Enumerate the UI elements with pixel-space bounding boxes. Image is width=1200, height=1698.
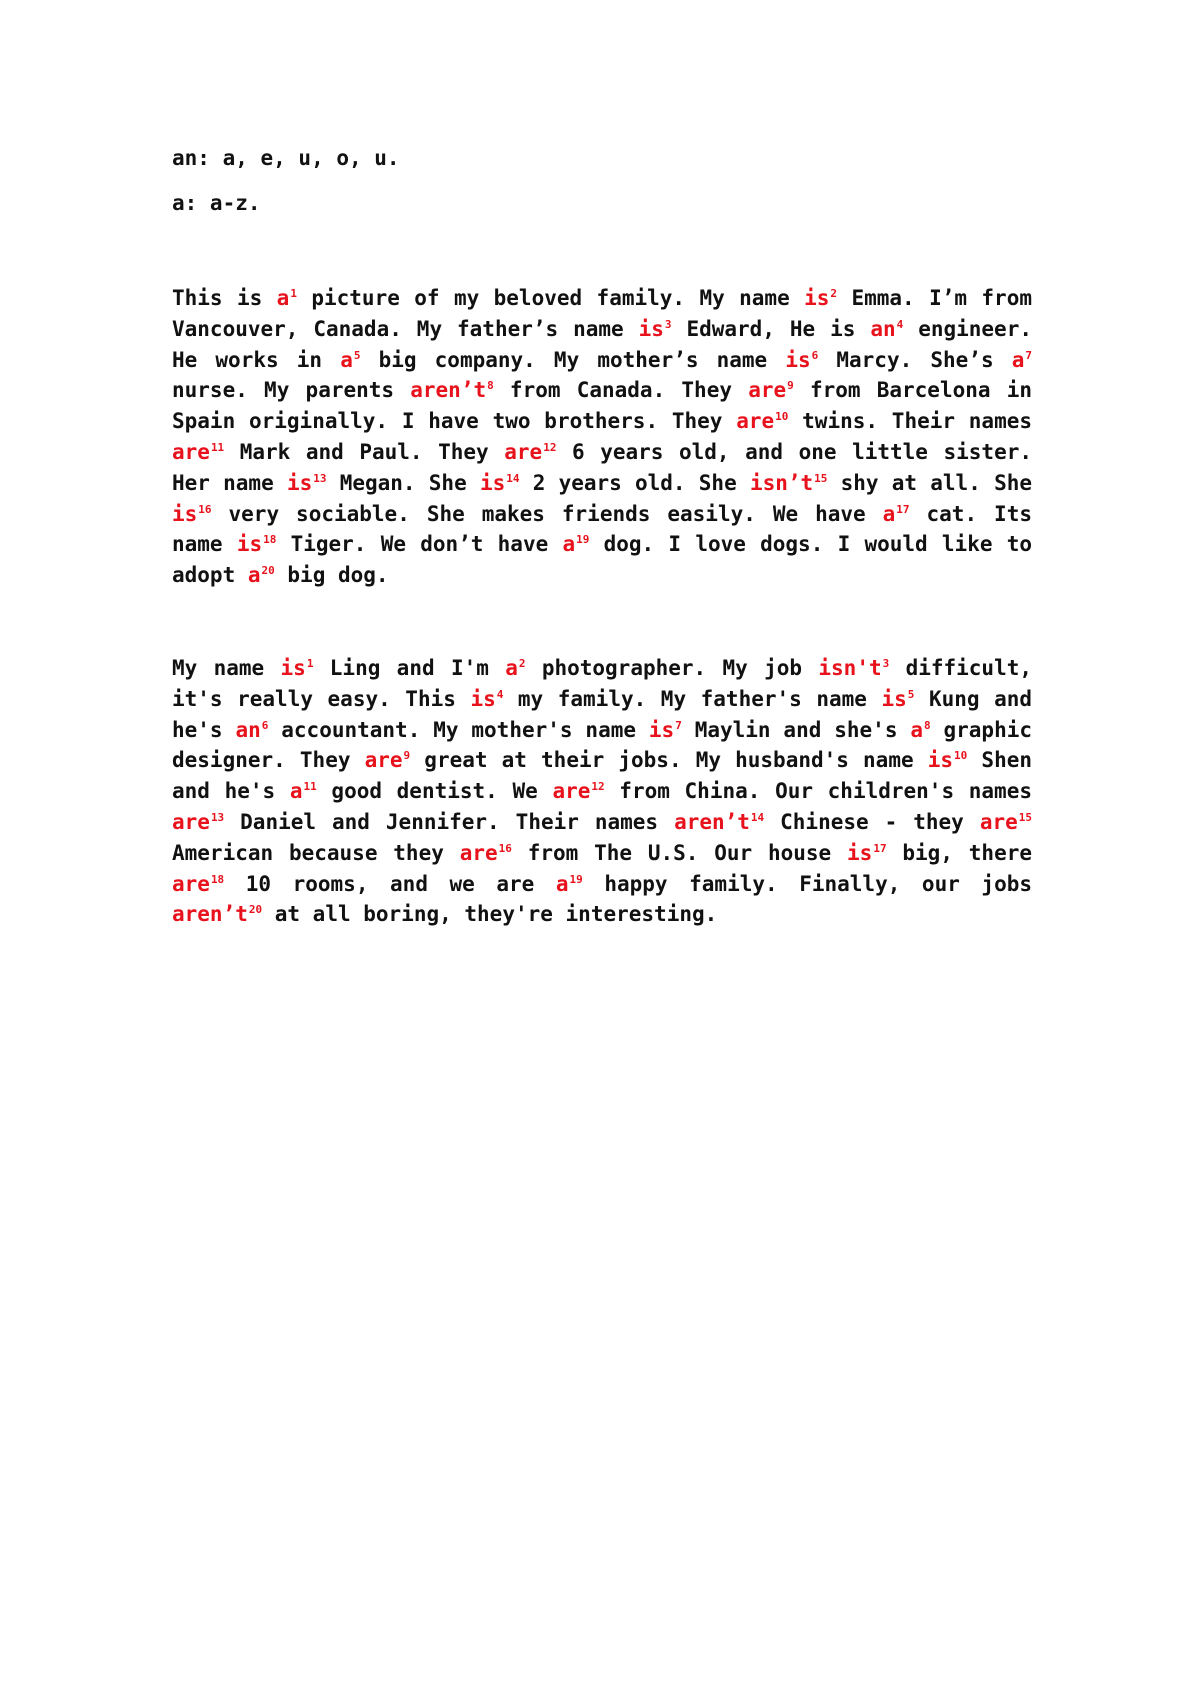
answer-number: 15 — [1018, 810, 1032, 824]
paragraph-text: 6 years old, and one little sister. Her name — [172, 439, 1032, 495]
paragraph-text: happy family. Finally, our jobs — [582, 871, 1032, 896]
paragraph-text: Tiger. We don’t have — [276, 532, 563, 557]
paragraph-text: Daniel and Jennifer. Their names — [224, 809, 675, 834]
answer-number: 2 — [518, 657, 526, 670]
paragraph-text: big company. My mother’s name — [360, 347, 786, 372]
answer-word: is — [280, 656, 306, 680]
paragraph-text: cat. Its name — [172, 501, 1032, 557]
paragraph-text: 10 rooms, and we are — [224, 871, 556, 896]
paragraph-text: big dog. — [274, 563, 389, 588]
answer-number: 16 — [198, 502, 212, 516]
paragraph-text: from Barcelona in Spain originally. I have two brothers. They — [172, 378, 1032, 434]
answer-word: is — [847, 840, 873, 865]
answer-word: aren’t — [410, 378, 487, 403]
paragraph-text: big, there — [886, 840, 1033, 865]
answer-number: 19 — [576, 533, 590, 547]
answer-number: 10 — [775, 410, 789, 424]
answer-word: is — [927, 748, 954, 773]
answer-word: are — [459, 840, 498, 865]
paragraph-text: nurse. My parents — [172, 378, 411, 403]
answer-word: a — [289, 779, 303, 804]
answer-word: is — [470, 686, 496, 711]
answer-word: are — [736, 409, 775, 434]
paragraph-text: twins. Their names — [788, 409, 1032, 434]
answer-word: are — [748, 378, 787, 403]
paragraph-text: photographer. My job — [525, 656, 819, 680]
answer-number: 14 — [750, 810, 765, 824]
answer-number: 3 — [664, 317, 672, 331]
paragraph-text: Chinese - they — [764, 809, 980, 834]
answer-word: isn’t — [749, 470, 814, 495]
answer-word: is — [172, 501, 198, 526]
paragraph-text: picture of my beloved family. My name — [296, 286, 805, 310]
paragraph-text: Shen and he's — [172, 748, 1032, 804]
paragraph-ling-family — [172, 653, 1032, 930]
paragraph-text: Emma. I’m from Vancouver, Canada. My father’s name — [172, 286, 1032, 341]
answer-word: is — [785, 347, 811, 372]
answer-word: are — [504, 439, 543, 464]
paragraph-text: graphic designer. They — [172, 717, 1033, 773]
paragraph-text: Ling and I'm — [313, 656, 506, 680]
answer-number: 20 — [248, 903, 263, 917]
answer-number: 7 — [675, 718, 682, 732]
paragraph-text: Kung and he's — [172, 686, 1032, 742]
answer-word: a — [882, 501, 896, 526]
paragraph-text: Maylin and she's — [681, 717, 911, 742]
answer-word: is — [648, 717, 675, 742]
paragraph-emma-family — [172, 283, 1032, 591]
answer-word: a — [505, 656, 518, 680]
answer-word: are — [172, 439, 210, 464]
paragraph-text: accountant. My mother's name — [268, 717, 649, 742]
paragraph-text: difficult, it's really easy. This — [172, 656, 1032, 711]
answer-word: a — [276, 286, 290, 310]
paragraph-text: shy at all. She — [827, 470, 1032, 495]
answer-number: 12 — [591, 780, 605, 794]
answer-word: a — [1011, 347, 1025, 372]
article-rule-a: a: a-z. — [172, 191, 261, 215]
answer-number: 11 — [210, 440, 225, 454]
answer-number: 20 — [261, 564, 275, 578]
paragraph-text: from Canada. They — [493, 378, 749, 403]
answer-number: 1 — [306, 657, 314, 670]
answer-word: an — [235, 717, 261, 742]
answer-word: is — [236, 532, 263, 557]
answer-number: 6 — [811, 348, 819, 362]
paragraph-text: from The U.S. Our house — [511, 840, 848, 865]
answer-number: 3 — [882, 657, 890, 670]
answer-number: 9 — [787, 379, 794, 393]
answer-word: is — [804, 286, 830, 310]
answer-number: 16 — [498, 841, 512, 855]
answer-word: are — [979, 809, 1018, 834]
paragraph-text: at all boring, they're interesting. — [262, 902, 718, 927]
answer-number: 19 — [569, 872, 583, 886]
paragraph-text: Marcy. She’s — [818, 347, 1012, 372]
answer-number: 8 — [924, 718, 931, 732]
answer-number: 7 — [1025, 348, 1032, 362]
answer-number: 4 — [896, 317, 904, 331]
paragraph-text: good dentist. We — [316, 779, 553, 804]
answer-word: is — [881, 686, 907, 711]
answer-number: 17 — [873, 841, 887, 855]
answer-number: 15 — [814, 471, 828, 485]
article-rule-an: an: a, e, u, o, u. — [172, 146, 400, 170]
answer-number: 13 — [313, 471, 327, 485]
answer-number: 1 — [290, 287, 297, 300]
paragraph-text: very sociable. She makes friends easily. We have — [211, 501, 883, 526]
paragraph-text: engineer. He works in — [172, 316, 1032, 372]
answer-word: aren’t — [172, 902, 248, 927]
answer-word: are — [552, 779, 591, 804]
answer-word: are — [364, 748, 403, 773]
answer-number: 4 — [496, 687, 504, 701]
paragraph-text: my family. My father's name — [503, 686, 882, 711]
answer-word: a — [247, 563, 261, 588]
answer-word: isn't — [818, 656, 882, 680]
paragraph-text: from China. Our children's names — [604, 779, 1032, 804]
answer-number: 18 — [263, 533, 277, 547]
answer-number: 6 — [261, 718, 269, 732]
answer-word: is — [479, 470, 506, 495]
answer-number: 10 — [954, 749, 968, 763]
answer-number: 11 — [303, 780, 317, 794]
paragraph-text: My name — [172, 656, 281, 680]
answer-number: 14 — [506, 471, 520, 485]
paragraph-text: dog. I love dogs. I would like to adopt — [172, 532, 1032, 588]
paragraph-text: great at their jobs. My husband's name — [410, 748, 928, 773]
answer-number: 9 — [403, 749, 411, 763]
paragraph-text: Megan. She — [326, 470, 480, 495]
answer-word: a — [555, 871, 569, 896]
paragraph-text: Mark and Paul. They — [224, 439, 505, 464]
answer-number: 18 — [210, 872, 225, 886]
answer-word: are — [172, 871, 210, 896]
paragraph-text: 2 years old. She — [519, 470, 750, 495]
answer-word: a — [340, 347, 353, 372]
answer-number: 8 — [487, 379, 494, 393]
paragraph-text: This is — [172, 286, 277, 310]
answer-word: a — [910, 717, 923, 742]
answer-number: 5 — [907, 687, 915, 701]
paragraph-text: American because they — [172, 840, 460, 865]
answer-number: 5 — [353, 348, 361, 362]
answer-number: 2 — [830, 287, 838, 300]
answer-number: 13 — [210, 810, 225, 824]
answer-word: is — [286, 470, 313, 495]
answer-number: 12 — [543, 440, 557, 454]
answer-word: aren’t — [674, 809, 750, 834]
answer-word: are — [172, 809, 210, 834]
answer-number: 17 — [896, 502, 910, 516]
answer-word: an — [870, 316, 896, 341]
paragraph-text: Edward, He is — [671, 316, 871, 341]
answer-word: is — [638, 316, 664, 341]
answer-word: a — [562, 532, 576, 557]
